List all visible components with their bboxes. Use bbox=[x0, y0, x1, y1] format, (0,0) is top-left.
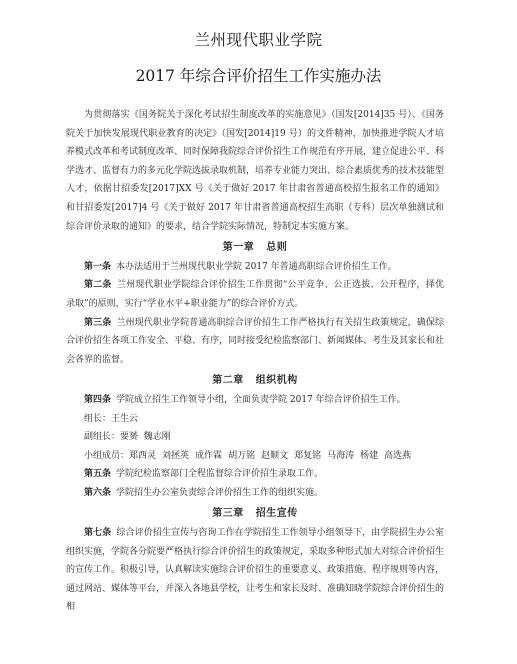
article-label: 第七条 bbox=[84, 528, 112, 539]
article-label: 第四条 bbox=[84, 394, 112, 405]
member-name: 胡万铭 bbox=[228, 450, 256, 461]
member-name: 杨建 bbox=[360, 450, 379, 461]
article-label: 第五条 bbox=[84, 469, 112, 480]
members-label: 小组成员： bbox=[84, 450, 130, 461]
chapter-title: 总则 bbox=[266, 242, 288, 254]
deputy-name: 魏志刚 bbox=[143, 432, 171, 443]
leader-line bbox=[66, 410, 444, 429]
article-text: 学院成立招生工作领导小组，全面负责学院 2017 年综合评价招生工作。 bbox=[116, 394, 406, 405]
chapter-heading bbox=[66, 505, 444, 524]
article-text: 学院招生办公室负责综合评价招生工作的组织实施。 bbox=[116, 487, 324, 498]
chapter-number: 第三章 bbox=[212, 508, 244, 520]
members-line bbox=[66, 447, 444, 466]
chapter-number: 第一章 bbox=[222, 242, 255, 254]
chapter-number: 第二章 bbox=[212, 375, 244, 387]
deputy-label: 副组长： bbox=[84, 432, 121, 443]
article-label: 第三条 bbox=[84, 317, 112, 328]
article bbox=[66, 314, 444, 370]
article-text: 兰州现代职业学院综合评价招生工作贯彻“公平竞争、公正选拔、公开程序，择优录取”的原则，实行“学业水平+职业能力”的综合评价方式。 bbox=[66, 280, 444, 309]
article-text: 综合评价招生宣传与咨询工作在学院招生工作领导小组领导下，由学院招生办公室组织实施，学院各分院要严格执行综合评价招生的政策规定，采取多种形式加大对综合评价招生的宣传工作。积极引导，认真解读实施综合评价招生的重要意义、政策措施、程序规则等内容，通过网站、媒体等平台，并深入各地县学校，让考生和家长及时、准确知晓学院综合评价招生的相 bbox=[66, 528, 445, 613]
chapter-heading bbox=[66, 372, 444, 391]
article-label: 第六条 bbox=[84, 487, 112, 498]
article-text: 兰州现代职业学院普通高职综合评价招生工作严格执行有关招生政策规定，确保综合评价招生各项工作安全、平稳、有序，同时接受纪检监察部门、新闻媒体、考生及其家长和社会各界的监督。 bbox=[66, 317, 445, 365]
preamble-paragraph: 为贯彻落实《国务院关于深化考试招生制度改革的实施意见》（国发[2014]35 号）、《国务院关于加快发展现代职业教育的决定》（国发[2014]19 号）的文件精神，加快推进学院人才培养模式改革和考试制度改革、同时保障我院综合评价招生工作规范有序开展，建立促进公平、科学选才、监督有力的多元化学院选拔录取机制，培养专业能力突出、综合素质优秀的技术技能型人才，依据甘招委发[2017]XX 号《关于做好 2017 年甘肃省普通高校招生报名工作的通知》和甘招委发[2017]4 号《关于做好 2017 年甘肃省普通高校招生高职（专科）层次单独测试和综合评价录取的通知》的要求，结合学院实际情况，特制定本实施方案。 bbox=[66, 110, 445, 232]
article-text: 本办法适用于兰州现代职业学院 2017 年普通高职综合评价招生工作。 bbox=[116, 261, 397, 272]
member-name: 成作霖 bbox=[195, 450, 223, 461]
chapter-heading bbox=[66, 239, 444, 258]
leader-label: 组长： bbox=[84, 413, 112, 424]
chapter-title: 招生宣传 bbox=[255, 508, 298, 520]
article bbox=[66, 276, 444, 313]
article bbox=[66, 391, 444, 410]
article bbox=[66, 524, 444, 617]
article bbox=[66, 258, 444, 277]
member-name: 郑复铭 bbox=[294, 450, 322, 461]
article bbox=[66, 484, 444, 503]
institution-name: 兰州现代职业学院 bbox=[194, 31, 323, 49]
deputy-line bbox=[66, 428, 444, 447]
chapter-title: 组织机构 bbox=[255, 375, 298, 387]
document-body bbox=[66, 106, 444, 617]
article bbox=[66, 465, 444, 484]
member-name: 刘拯英 bbox=[162, 450, 190, 461]
document-title: 2017 年综合评价招生工作实施办法 bbox=[135, 67, 382, 85]
article-text: 学院纪检监察部门全程监督综合评价招生录取工作。 bbox=[116, 469, 324, 480]
article-label: 第一条 bbox=[84, 261, 112, 272]
leader-name: 王生云 bbox=[111, 413, 139, 424]
member-name: 赵顺文 bbox=[261, 450, 289, 461]
member-name: 马海涛 bbox=[327, 450, 355, 461]
member-name: 郑西灵 bbox=[129, 450, 157, 461]
article-label: 第二条 bbox=[84, 280, 112, 291]
deputy-name: 要赟 bbox=[120, 432, 139, 443]
member-name: 高选燕 bbox=[384, 450, 412, 461]
